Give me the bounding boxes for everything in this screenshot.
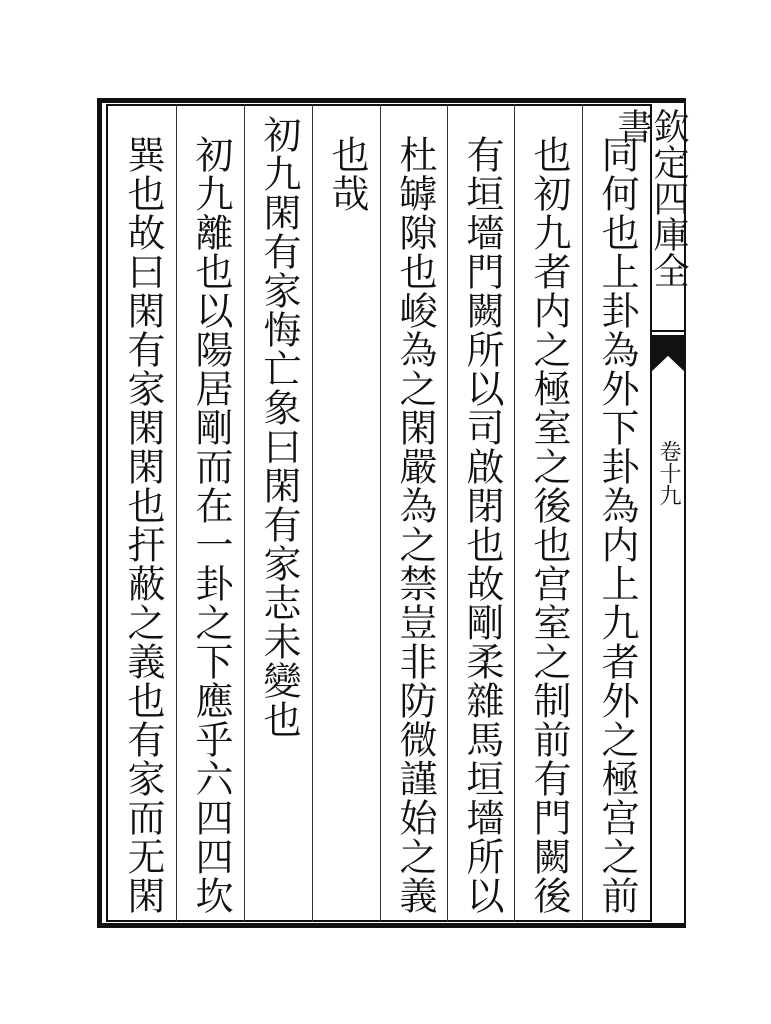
text-column: 也哉 [325,135,369,213]
column-divider [582,104,583,922]
column-divider [244,104,245,922]
text-column: 有垣墻門闕所以司啟閉也故剛柔雜馬垣墻所以 [460,135,504,915]
column-divider [380,104,381,922]
column-divider [514,104,515,922]
column-divider [312,104,313,922]
text-column: 巽也故曰閑有家閑閑也扞蔽之義也有家而无閑 [121,135,165,915]
text-column: 杜罅隙也峻為之閑嚴為之禁豈非防微謹始之義 [393,135,437,915]
text-column-classic: 初九閑有家悔亡象曰閑有家志未變也 [257,115,301,739]
fishtail-rule [650,330,686,332]
text-column: 同何也上卦為外下卦為内上九者外之極宫之前 [595,135,639,915]
volume-number: 卷十九 [656,440,681,506]
text-column: 也初九者内之極室之後也宫室之制前有門闕後 [527,135,571,915]
column-divider [176,104,177,922]
column-divider [447,104,448,922]
top-border-rule [106,104,650,106]
inner-border-rule [106,104,108,922]
text-column: 初九離也以陽居剛而在一卦之下應乎六四四坎 [189,135,233,915]
book-title: 欽定四庫全書 [612,108,689,288]
